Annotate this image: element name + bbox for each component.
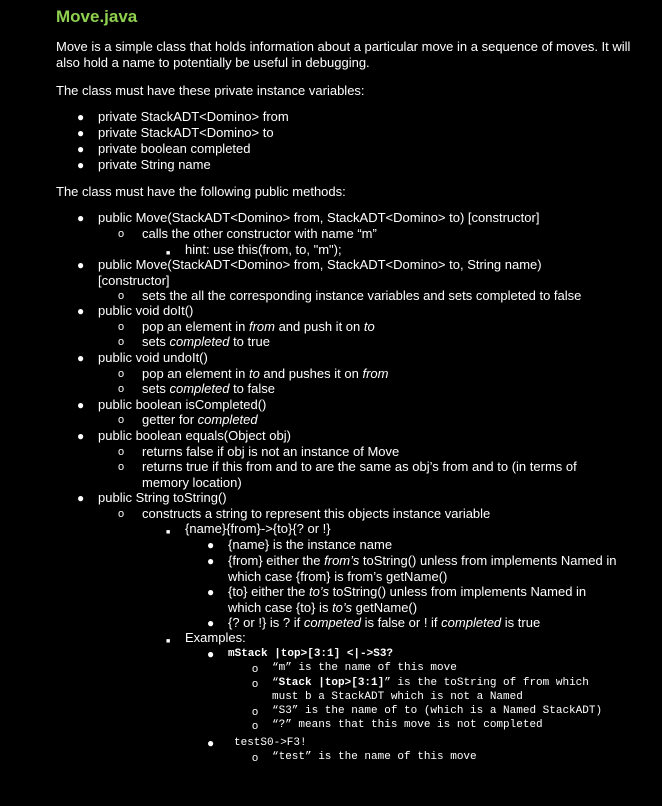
vars-heading: The class must have these private instance variables: <box>56 83 365 98</box>
format-detail: {to} either the to’s toString() unless from implements Named in which case {to} is to’s getName() <box>228 584 587 615</box>
bullet-icon: ● <box>207 538 215 552</box>
method-detail: calls the other constructor with name “m” <box>142 226 377 241</box>
example-note-continued: must b a StackADT which is not a Named <box>272 691 523 703</box>
method-signature: public void doIt() <box>98 303 194 318</box>
method-detail: sets completed to false <box>142 381 275 396</box>
square-bullet-icon: ■ <box>166 638 171 645</box>
examples-label: Examples: <box>185 630 246 645</box>
bullet-icon: ● <box>77 142 85 156</box>
bullet-icon: ● <box>77 491 85 505</box>
method-detail: pop an element in from and push it on to <box>142 319 375 334</box>
circle-bullet-icon: o <box>252 706 259 718</box>
method-signature: public Move(StackADT<Domino> from, StackADT<Domino> to) [constructor] <box>98 210 540 225</box>
example-output: mStack |top>[3:1] <|->S3? <box>228 648 394 660</box>
format-detail: {name} is the instance name <box>228 537 393 552</box>
method-signature: public void undoIt() <box>98 350 208 365</box>
circle-bullet-icon: o <box>118 414 125 426</box>
var-item: private boolean completed <box>98 141 251 156</box>
methods-heading: The class must have the following public methods: <box>56 184 346 199</box>
method-detail: returns true if this from and to are the same as obj’s from and to (in terms of memory location) <box>142 459 577 490</box>
method-detail: sets completed to true <box>142 334 270 349</box>
page-title: Move.java <box>56 7 138 26</box>
method-detail: constructs a string to represent this objects instance variable <box>142 506 491 521</box>
bullet-icon: ● <box>77 258 85 272</box>
square-bullet-icon: ■ <box>166 529 171 536</box>
example-note: “test” is the name of this move <box>272 751 477 763</box>
bullet-icon: ● <box>207 554 215 568</box>
bullet-icon: ● <box>77 211 85 225</box>
var-item: private String name <box>98 157 211 172</box>
bullet-icon: ● <box>77 429 85 443</box>
circle-bullet-icon: o <box>118 446 125 458</box>
intro-paragraph: Move is a simple class that holds information about a particular move in a sequence of moves. It will also hold a name to potentially be useful in debugging. <box>56 39 631 70</box>
method-detail: pop an element in to and pushes it on from <box>142 366 389 381</box>
var-item: private StackADT<Domino> from <box>98 109 289 124</box>
circle-bullet-icon: o <box>252 752 259 764</box>
circle-bullet-icon: o <box>118 508 125 520</box>
circle-bullet-icon: o <box>118 321 125 333</box>
method-detail: sets the all the corresponding instance variables and sets completed to false <box>142 288 582 303</box>
circle-bullet-icon: o <box>118 336 125 348</box>
method-signature: public Move(StackADT<Domino> from, StackADT<Domino> to, String name) [constructor] <box>98 257 542 288</box>
circle-bullet-icon: o <box>118 228 125 240</box>
example-note: “?” means that this move is not completed <box>272 719 543 731</box>
bullet-icon: ● <box>77 110 85 124</box>
circle-bullet-icon: o <box>118 383 125 395</box>
bullet-icon: ● <box>207 616 215 630</box>
format-detail: {from} either the from’s toString() unless from implements Named in which case {from} is from’s getName() <box>228 553 617 584</box>
example-output: testS0->F3! <box>234 737 307 749</box>
circle-bullet-icon: o <box>118 368 125 380</box>
bullet-icon: ● <box>77 304 85 318</box>
example-note: “m” is the name of this move <box>272 662 457 674</box>
format-detail: {? or !} is ? if competed is false or ! if completed is true <box>228 615 541 630</box>
method-hint: hint: use this(from, to, "m"); <box>185 242 342 257</box>
example-note: “Stack |top>[3:1]” is the toString of from which <box>272 677 589 689</box>
method-signature: public boolean isCompleted() <box>98 397 267 412</box>
bullet-icon: ● <box>207 647 215 661</box>
method-signature: public String toString() <box>98 490 227 505</box>
bullet-icon: ● <box>207 585 215 599</box>
circle-bullet-icon: o <box>252 663 259 675</box>
bullet-icon: ● <box>77 351 85 365</box>
method-detail: getter for completed <box>142 412 258 427</box>
bullet-icon: ● <box>77 126 85 140</box>
square-bullet-icon: ■ <box>166 250 171 257</box>
circle-bullet-icon: o <box>118 290 125 302</box>
method-detail: returns false if obj is not an instance of Move <box>142 444 400 459</box>
format-string: {name}{from}->{to}{? or !} <box>185 521 331 536</box>
circle-bullet-icon: o <box>252 720 259 732</box>
circle-bullet-icon: o <box>118 461 125 473</box>
circle-bullet-icon: o <box>252 678 259 690</box>
bullet-icon: ● <box>77 158 85 172</box>
example-note: “S3” is the name of to (which is a Named StackADT) <box>272 705 603 717</box>
bullet-icon: ● <box>207 736 215 750</box>
bullet-icon: ● <box>77 398 85 412</box>
var-item: private StackADT<Domino> to <box>98 125 274 140</box>
method-signature: public boolean equals(Object obj) <box>98 428 291 443</box>
